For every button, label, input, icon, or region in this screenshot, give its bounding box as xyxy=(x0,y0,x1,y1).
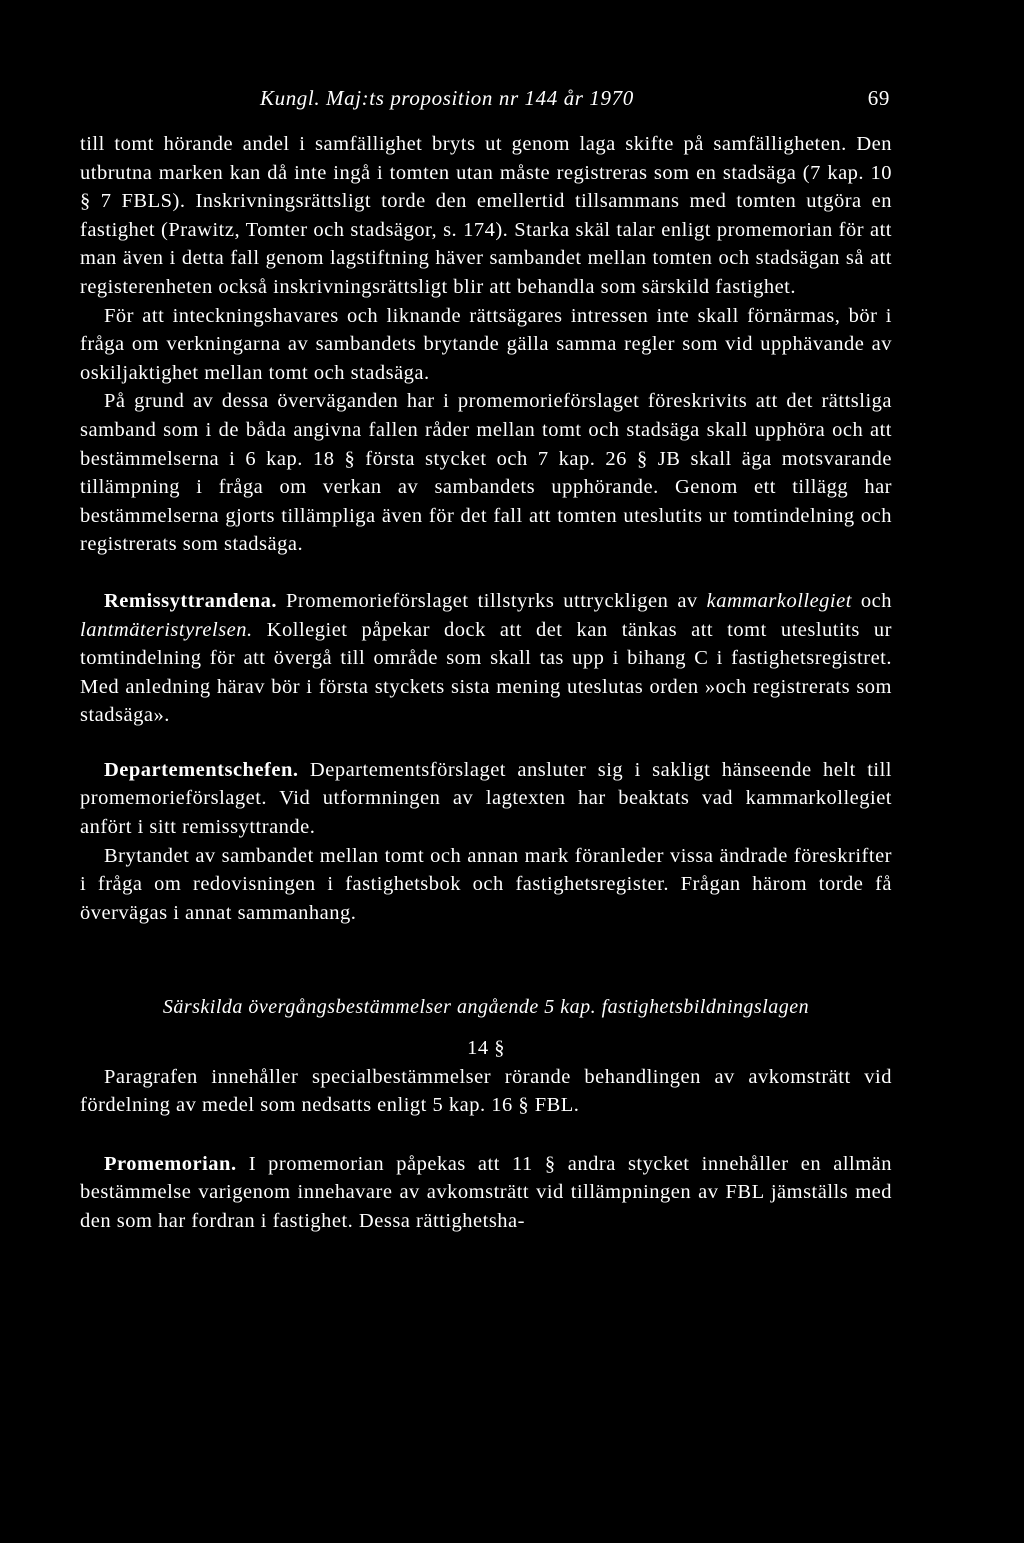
section-heading: Särskilda övergångsbestämmelser angående 5 kap. fastighetsbildningslagen xyxy=(162,996,810,1019)
paragraph-lead: Promemorian. xyxy=(104,1152,237,1175)
paragraph-lead: Departementschefen. xyxy=(104,758,299,781)
paragraph-6: Brytandet av sambandet mellan tomt och annan mark föranleder vissa ändrade föreskrifter i fråga om redovisningen i fastighetsbok och fastighetsregister. Frågan härom torde få övervägas i annat sammanhang. xyxy=(80,844,892,924)
page-number: 69 xyxy=(867,86,890,110)
paragraph-promemorian: Promemorian. I promemorian påpekas att 11 § andra stycket innehåller en allmän bestämmelse varigenom innehavare av avkomsträtt vid tillämpningen av FBL jämställs med den som har fordran i fastighet. Dessa rättighetsha- xyxy=(80,1152,892,1232)
paragraph-1: till tomt hörande andel i samfällighet bryts ut genom laga skifte på samfälligheten. Den utbrutna marken kan då inte ingå i tomten utan måste registreras som en stadsäga (7 kap. 10 § 7 FBLS). Inskrivningsrättsligt torde den emellertid tillsammans med tomten utgöra en fastighet (Prawitz, Tomter och stadsägor, s. 174). Starka skäl talar enligt promemorian för att man även i detta fall genom lagstiftning häver sambandet mellan tomten och stadsägan så att registerenheten också inskrivningsrättsligt blir att behandla som särskild fastighet. xyxy=(80,133,892,298)
page-header xyxy=(260,86,890,111)
section-number: 14 § xyxy=(467,1037,505,1060)
paragraph-departementschefen: Departementschefen. Departementsförslaget ansluter sig i sakligt hänseende helt till promemorieförslaget. Vid utformningen av lagtexten har beaktats vad kammarkollegiet anfört i sitt remissyttrande. xyxy=(80,758,892,839)
paragraph-lead: Remissyttrandena. xyxy=(104,589,278,612)
paragraph-2: För att inteckningshavares och liknande rättsägares intressen inte skall förnärmas, bör i fråga om verkningarna av sambandets brytande gälla samma regler som vid upphävande av oskiljaktighet mellan tomt och stadsäga. xyxy=(80,304,892,384)
running-title: Kungl. Maj:ts proposition nr 144 år 1970 xyxy=(260,86,634,110)
paragraph-remissyttrandena: Remissyttrandena. Promemorieförslaget tillstyrks uttryckligen av kammarkollegiet och lantmäteristyrelsen. Kollegiet påpekar dock att det kan tänkas att tomt uteslutits ur tomtindelning för att övergå till område som skall tas upp i bihang C i fastighetsregistret. Med anledning härav bör i första styckets sista mening uteslutas orden »och registrerats som stadsäga». xyxy=(80,589,892,727)
emphasis: lantmäteristyrelsen. xyxy=(80,618,253,641)
paragraph-3: På grund av dessa överväganden har i promemorieförslaget föreskrivits att det rättsliga samband som i de båda angivna fallen råder mellan tomt och stadsäga skall upphöra och att bestämmelserna i 6 kap. 18 § första stycket och 7 kap. 26 § JB skall äga motsvarande tillämpning i fråga om verkan av sambandets upphörande. Genom ett tillägg har bestämmelserna gjorts tillämpliga även för det fall att tomten uteslutits ur tomtindelning och registrerats som stadsäga. xyxy=(80,390,892,556)
paragraph-7: Paragrafen innehåller specialbestämmelser rörande behandlingen av avkomsträtt vid fördelning av medel som nedsatts enligt 5 kap. 16 § FBL. xyxy=(80,1065,892,1117)
emphasis: kammarkollegiet xyxy=(706,589,852,612)
body-text xyxy=(80,130,892,1236)
